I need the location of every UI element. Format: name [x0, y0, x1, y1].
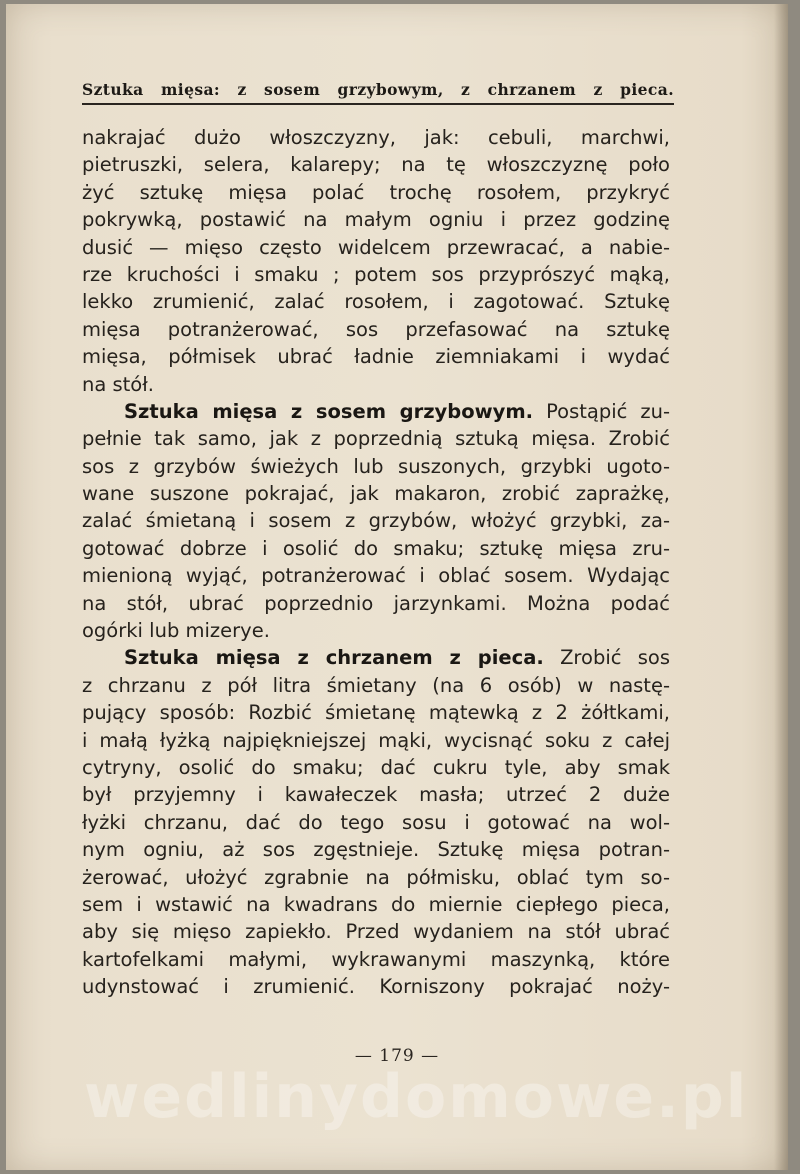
text-line [82, 754, 670, 781]
line-text: wane suszone pokrajać, jak makaron, zrobić zaprażkę, [82, 482, 670, 506]
line-text: łyżki chrzanu, dać do tego sosu i gotować na wol- [82, 810, 670, 834]
text-line [82, 124, 670, 151]
running-head: Sztuka mięsa: z sosem grzybowym, z chrzanem z pieca. [82, 80, 674, 105]
watermark: wedlinydomowe.pl [84, 1062, 749, 1132]
text-line [82, 562, 670, 589]
text-line [82, 179, 670, 206]
text-line [82, 234, 670, 261]
text-line [82, 398, 670, 425]
text-line [82, 151, 670, 178]
text-line [82, 206, 670, 233]
text-line [82, 507, 670, 534]
text-line [82, 946, 670, 973]
line-text: pietruszki, selera, kalarepy; na tę włoszczyznę poło [82, 153, 670, 177]
line-text: cytryny, osolić do smaku; dać cukru tyle, aby smak [82, 755, 670, 779]
text-line [82, 425, 670, 452]
text-line [82, 480, 670, 507]
line-text: zalać śmietaną i sosem z grzybów, włożyć grzybki, za- [82, 509, 670, 533]
text-line [82, 864, 670, 891]
book-page [6, 4, 788, 1170]
line-text: kartofelkami małymi, wykrawanymi maszynką, które [82, 947, 670, 971]
line-text: sem i wstawić na kwadrans do miernie ciepłego pieca, [82, 892, 670, 916]
line-text: pokrywką, postawić na małym ogniu i przez godzinę [82, 208, 670, 232]
text-line [82, 781, 670, 808]
page-number: — 179 — [354, 1046, 440, 1066]
line-text: dusić — mięso często widelcem przewracać, a nabie- [82, 235, 670, 259]
text-line [82, 672, 670, 699]
line-text: udynstować i zrumienić. Korniszony pokrajać noży- [82, 975, 670, 999]
text-line [82, 343, 670, 370]
text-line [82, 371, 670, 398]
line-text: lekko zrumienić, zalać rosołem, i zagotować. Sztukę [82, 290, 670, 314]
line-text: gotować dobrze i osolić do smaku; sztukę mięsa zru- [82, 536, 670, 560]
line-text: aby się mięso zapiekło. Przed wydaniem na stół ubrać [82, 920, 670, 944]
line-text: Postąpić zu- [533, 399, 670, 423]
text-line [82, 809, 670, 836]
body-text [82, 124, 670, 1001]
line-text: mięsa potranżerować, sos przefasować na sztukę [82, 317, 670, 341]
page-spine-shadow [774, 4, 788, 1170]
text-line [82, 535, 670, 562]
text-line [82, 453, 670, 480]
line-text: rze kruchości i smaku ; potem sos przyprószyć mąką, [82, 262, 670, 286]
line-text: pełnie tak samo, jak z poprzednią sztuką mięsa. Zrobić [82, 427, 670, 451]
text-line [82, 261, 670, 288]
text-line [82, 617, 670, 644]
line-text: pujący sposób: Rozbić śmietanę mątewką z 2 żółtkami, [82, 701, 670, 725]
line-text: żerować, ułożyć zgrabnie na półmisku, oblać tym so- [82, 865, 670, 889]
text-line [82, 891, 670, 918]
line-text: z chrzanu z pół litra śmietany (na 6 osób) w nastę- [82, 673, 670, 697]
line-text: był przyjemny i kawałeczek masła; utrzeć 2 duże [82, 783, 670, 807]
text-line [82, 288, 670, 315]
text-line [82, 644, 670, 671]
line-text: na stół, ubrać poprzednio jarzynkami. Można podać [82, 591, 670, 615]
text-line [82, 316, 670, 343]
text-line [82, 727, 670, 754]
line-text: i małą łyżką najpiękniejszej mąki, wycisnąć soku z całej [82, 728, 670, 752]
recipe-heading: Sztuka mięsa z sosem grzybowym. [124, 399, 534, 423]
recipe-heading: Sztuka mięsa z chrzanem z pieca. [124, 646, 544, 670]
text-line [82, 590, 670, 617]
line-text: mienioną wyjąć, potranżerować i oblać sosem. Wydając [82, 564, 670, 588]
line-text: na stół. [82, 372, 154, 396]
text-line [82, 973, 670, 1000]
text-line [82, 699, 670, 726]
line-text: nakrajać dużo włoszczyzny, jak: cebuli, marchwi, [82, 126, 670, 149]
text-line [82, 918, 670, 945]
line-text: sos z grzybów świeżych lub suszonych, grzybki ugoto- [82, 454, 670, 478]
text-line [82, 836, 670, 863]
line-text: nym ogniu, aż sos zgęstnieje. Sztukę mięsa potran- [82, 838, 670, 862]
line-text: mięsa, półmisek ubrać ładnie ziemniakami i wydać [82, 345, 670, 369]
line-text: Zrobić sos [543, 646, 670, 670]
line-text: żyć sztukę mięsa polać trochę rosołem, przykryć [82, 180, 670, 204]
line-text: ogórki lub mizerye. [82, 619, 270, 643]
